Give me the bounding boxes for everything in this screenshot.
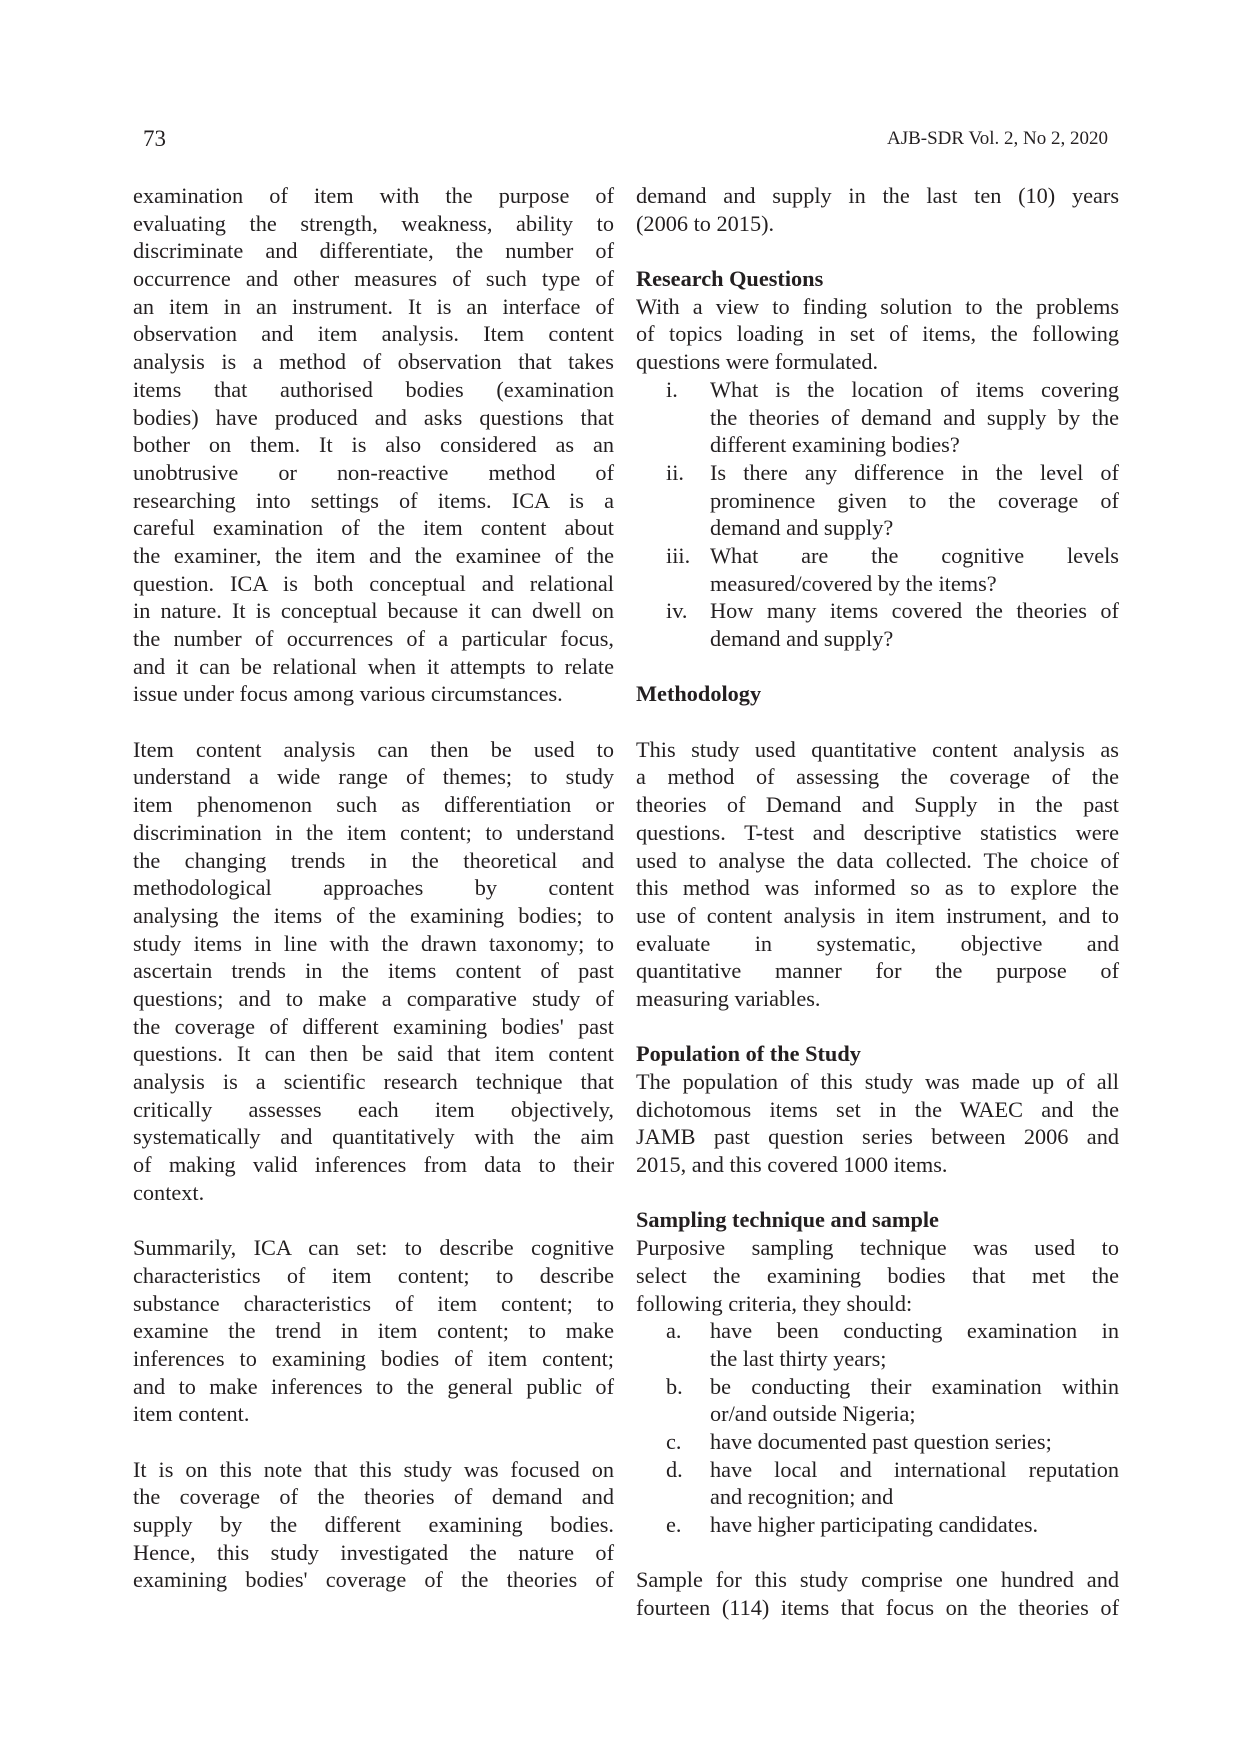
- text-line: analysis is a method of observation that takes: [133, 349, 614, 375]
- text-line: supply by the different examining bodies.: [133, 1512, 614, 1537]
- text-line: the examiner, the item and the examinee of the: [133, 542, 614, 568]
- text-line: demand and supply in the last ten (10) years: [636, 183, 1119, 208]
- text-line: and it can be relational when it attempts to relate: [133, 653, 614, 679]
- list-item-text: have higher participating candidates.: [710, 1512, 1039, 1537]
- section-heading-methodology: Methodology: [636, 681, 762, 707]
- text-line: It is on this note that this study was focused on: [133, 1456, 614, 1482]
- section-heading-sampling: Sampling technique and sample: [636, 1207, 939, 1233]
- list-item: [636, 1428, 1119, 1456]
- text-line: understand a wide range of themes; to study: [133, 764, 614, 790]
- text-line: study items in line with the drawn taxonomy; to: [133, 930, 614, 956]
- text-line: item content.: [133, 1401, 250, 1427]
- research-questions-intro: [636, 293, 1119, 376]
- text-line: Purposive sampling technique was used to: [636, 1235, 1119, 1261]
- section-heading-population: Population of the Study: [636, 1041, 861, 1067]
- text-line: context.: [133, 1179, 205, 1205]
- research-questions-list: [636, 376, 1119, 653]
- text-line: examining bodies' coverage of the theories of: [133, 1567, 614, 1593]
- text-line: With a view to finding solution to the problems: [636, 293, 1119, 319]
- text-line: items that authorised bodies (examination: [133, 376, 614, 402]
- list-item-text: What are the cognitive levels: [710, 542, 1119, 568]
- text-line: an item in an instrument. It is an interface of: [133, 293, 614, 319]
- list-item-text: How many items covered the theories of: [710, 598, 1119, 624]
- text-line: the changing trends in the theoretical and: [133, 847, 614, 873]
- text-line: evaluating the strength, weakness, ability to: [133, 210, 614, 236]
- text-line: 2015, and this covered 1000 items.: [636, 1152, 948, 1178]
- list-item-text: demand and supply?: [710, 626, 894, 651]
- text-line: examination of item with the purpose of: [133, 183, 614, 208]
- sampling-intro: [636, 1234, 1119, 1317]
- list-item: [636, 1456, 1119, 1511]
- paragraph-ica-uses: [133, 736, 614, 1207]
- page-header: [0, 126, 1241, 156]
- text-line: used to analyse the data collected. The choice of: [636, 847, 1119, 873]
- text-line: This study used quantitative content analysis as: [636, 736, 1119, 762]
- list-item: [636, 597, 1119, 652]
- text-line: questions. It can then be said that item content: [133, 1041, 614, 1067]
- text-line: following criteria, they should:: [636, 1290, 913, 1316]
- list-marker: a.: [666, 1318, 682, 1344]
- text-line: observation and item analysis. Item content: [133, 321, 614, 347]
- text-line: discrimination in the item content; to understand: [133, 819, 614, 845]
- journal-reference: AJB-SDR Vol. 2, No 2, 2020: [886, 128, 1108, 149]
- text-line: questions were formulated.: [636, 349, 879, 375]
- sample-description: [636, 1566, 1119, 1621]
- list-item-text: have been conducting examination in: [710, 1318, 1119, 1344]
- list-item-text: be conducting their examination within: [710, 1373, 1119, 1399]
- text-line: discriminate and differentiate, the number of: [133, 238, 614, 264]
- text-line: question. ICA is both conceptual and relational: [133, 570, 614, 596]
- text-line: item phenomenon such as differentiation or: [133, 792, 614, 818]
- text-line: the coverage of different examining bodies' past: [133, 1013, 614, 1039]
- methodology-body: [636, 736, 1119, 1013]
- text-line: examine the trend in item content; to make: [133, 1318, 614, 1344]
- list-item-text: Is there any difference in the level of: [710, 459, 1119, 485]
- list-item-text: demand and supply?: [710, 515, 894, 541]
- text-line: JAMB past question series between 2006 and: [636, 1124, 1119, 1150]
- text-line: careful examination of the item content about: [133, 515, 614, 541]
- text-line: analysing the items of the examining bodies; to: [133, 902, 614, 928]
- list-item-text: have documented past question series;: [710, 1428, 1052, 1454]
- text-line: inferences to examining bodies of item content;: [133, 1345, 614, 1371]
- text-line: bodies) have produced and asks questions that: [133, 404, 614, 430]
- list-item: [636, 1373, 1119, 1428]
- text-line: use of content analysis in item instrument, and to: [636, 902, 1119, 928]
- text-line: analysis is a scientific research technique that: [133, 1069, 614, 1094]
- list-item: [636, 459, 1119, 542]
- text-line: substance characteristics of item content; to: [133, 1290, 614, 1316]
- text-line: (2006 to 2015).: [636, 210, 775, 236]
- text-line: characteristics of item content; to describe: [133, 1262, 614, 1288]
- text-line: Hence, this study investigated the nature of: [133, 1539, 614, 1565]
- paragraph-ica-summary: [133, 1234, 614, 1428]
- text-line: the coverage of the theories of demand and: [133, 1484, 614, 1510]
- text-line: this method was informed so as to explore the: [636, 875, 1119, 901]
- population-body: [636, 1068, 1119, 1179]
- list-marker: c.: [666, 1428, 682, 1454]
- text-line: issue under focus among various circumstances.: [133, 681, 563, 707]
- text-line: researching into settings of items. ICA is a: [133, 487, 614, 513]
- list-item-text: the last thirty years;: [710, 1345, 887, 1371]
- left-column: [133, 182, 614, 1594]
- list-marker: iv.: [666, 598, 688, 624]
- list-marker: iii.: [666, 542, 691, 568]
- list-marker: ii.: [666, 459, 684, 485]
- list-item-text: prominence given to the coverage of: [710, 487, 1119, 513]
- list-item-text: measured/covered by the items?: [710, 570, 997, 596]
- text-line: dichotomous items set in the WAEC and the: [636, 1096, 1119, 1122]
- text-line: of making valid inferences from data to their: [133, 1152, 614, 1178]
- text-line: bother on them. It is also considered as an: [133, 432, 614, 458]
- text-line: select the examining bodies that met the: [636, 1262, 1119, 1288]
- list-marker: b.: [666, 1373, 683, 1399]
- list-item: [636, 376, 1119, 459]
- text-line: measuring variables.: [636, 985, 821, 1011]
- section-heading-research-questions: Research Questions: [636, 266, 824, 292]
- text-line: occurrence and other measures of such type of: [133, 266, 614, 292]
- text-line: the number of occurrences of a particular focus,: [133, 626, 614, 651]
- text-line: quantitative manner for the purpose of: [636, 958, 1119, 984]
- list-item: [636, 542, 1119, 597]
- text-line: Sample for this study comprise one hundred and: [636, 1567, 1119, 1593]
- text-line: of topics loading in set of items, the following: [636, 321, 1119, 347]
- sampling-criteria-list: [636, 1317, 1119, 1539]
- text-line: questions; and to make a comparative study of: [133, 985, 614, 1011]
- text-line: in nature. It is conceptual because it can dwell on: [133, 598, 614, 624]
- text-line: theories of Demand and Supply in the past: [636, 792, 1119, 818]
- text-line: unobtrusive or non-reactive method of: [133, 459, 614, 485]
- text-line: Item content analysis can then be used to: [133, 736, 614, 762]
- list-item-text: different examining bodies?: [710, 432, 960, 458]
- text-line: questions. T-test and descriptive statistics were: [636, 819, 1119, 845]
- list-marker: e.: [666, 1512, 682, 1537]
- text-line: systematically and quantitatively with the aim: [133, 1124, 614, 1150]
- page-number: 73: [143, 126, 166, 151]
- paragraph-study-focus: [133, 1456, 614, 1594]
- list-marker: d.: [666, 1456, 683, 1482]
- text-line: ascertain trends in the items content of past: [133, 958, 614, 984]
- text-line: evaluate in systematic, objective and: [636, 930, 1119, 956]
- paragraph-study-focus-continued: [636, 182, 1119, 237]
- text-line: critically assesses each item objectively,: [133, 1096, 614, 1122]
- list-marker: i.: [666, 376, 678, 402]
- text-line: and to make inferences to the general public of: [133, 1373, 614, 1399]
- list-item-text: have local and international reputation: [710, 1456, 1119, 1482]
- text-line: methodological approaches by content: [133, 875, 614, 901]
- list-item: [636, 1317, 1119, 1372]
- text-line: Summarily, ICA can set: to describe cognitive: [133, 1235, 614, 1261]
- list-item-text: and recognition; and: [710, 1484, 894, 1510]
- text-line: a method of assessing the coverage of the: [636, 764, 1119, 790]
- list-item-text: or/and outside Nigeria;: [710, 1401, 916, 1427]
- text-line: The population of this study was made up of all: [636, 1069, 1119, 1094]
- text-line: fourteen (114) items that focus on the theories of: [636, 1595, 1119, 1621]
- paragraph-ica-definition: [133, 182, 614, 708]
- list-item: [636, 1511, 1119, 1539]
- list-item-text: What is the location of items covering: [710, 376, 1119, 402]
- list-item-text: the theories of demand and supply by the: [710, 404, 1119, 430]
- right-column: [636, 182, 1119, 1622]
